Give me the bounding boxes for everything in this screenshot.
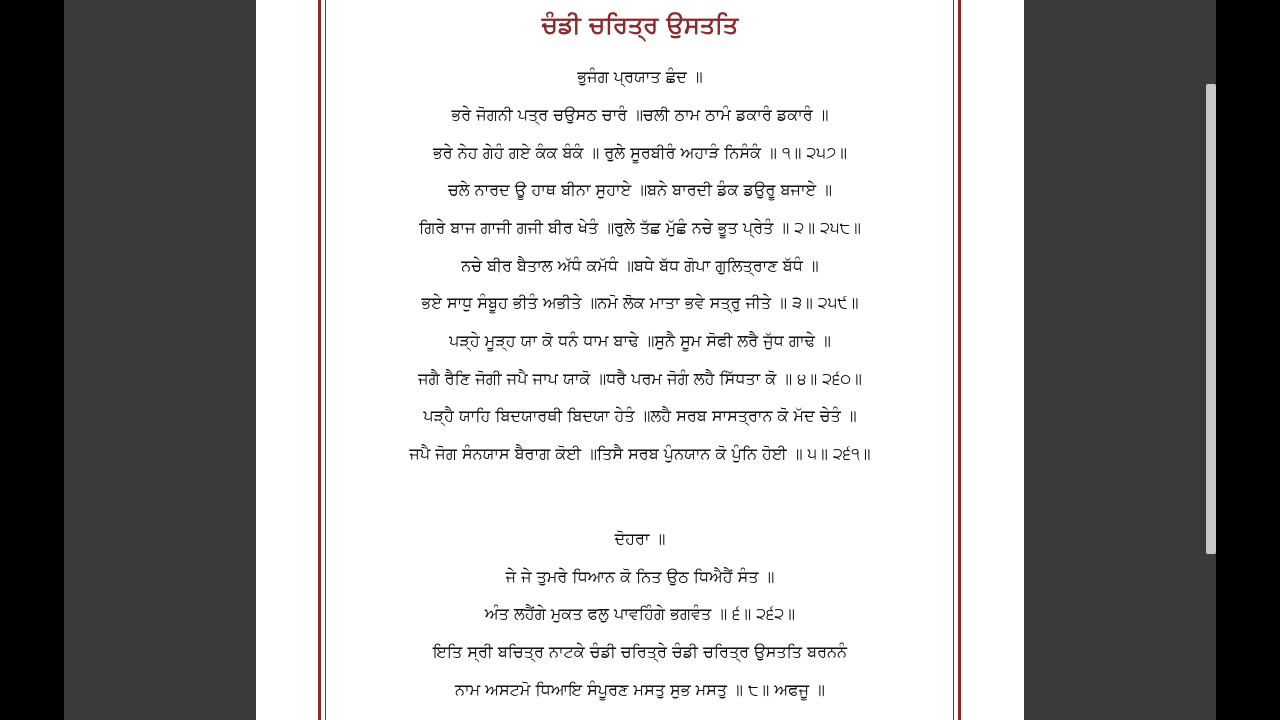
- verse-line: ਭਰੇ ਨੇਹ ਗੇਹੰ ਗਏ ਕੰਕ ਬੰਕੰ ॥ ਰੁਲੇ ਸੂਰਬੀਰੰ ਅਹਾੜੰ ਨਿਸੰਕੰ ॥ ੧॥ ੨੫੭॥: [432, 143, 847, 162]
- verse-line: ਪੜ੍ਹੈ ਯਾਹਿ ਬਿਦਯਾਰਥੀ ਬਿਦਯਾ ਹੇਤੰ ॥ਲਹੈ ਸਰਬ ਸਾਸਤ੍ਰਾਨ ਕੋ ਮੱਦ ਚੇਤੰ ॥: [423, 406, 857, 425]
- verse-line: ਭਏ ਸਾਧੁ ਸੰਬੂਹ ਭੀਤੰ ਅਭੀਤੇ ॥ਨਮੋ ਲੋਕ ਮਾਤਾ ਭਵੇ ਸਤ੍ਰੁ ਜੀਤੇ ॥ ੩॥ ੨੫੯॥: [421, 293, 859, 312]
- verse-line: ਨਚੇ ਬੀਰ ਬੈਤਾਲ ਅੱਧੰ ਕਮੱਧੰ ॥ਬਧੇ ਬੱਧ ਗੋਪਾ ਗੁਲਿਤ੍ਰਾਣ ਬੱਧੰ ॥: [461, 256, 819, 275]
- page-border-right-thin: [953, 0, 954, 720]
- verse-line: ਪੜ੍ਹੇ ਮੂੜ੍ਹ ਯਾ ਕੋ ਧਨੰ ਧਾਮ ਬਾਢੇ ॥ਸੁਨੈ ਸੂਮ ਸੋਫੀ ਲਰੈ ਜੁੱਧ ਗਾਢੇ ॥: [449, 331, 831, 350]
- page-border-left-thick: [318, 0, 321, 720]
- verse-line: ਜਪੈ ਜੋਗ ਸੰਨਯਾਸ ਬੈਰਾਗ ਕੋਈ ॥ਤਿਸੈ ਸਰਬ ਪੁੰਨਯਾਨ ਕੋ ਪੁੰਨਿ ਹੋਈ ॥ ੫॥ ੨੬੧॥: [409, 444, 871, 463]
- page-border-left-thin: [325, 0, 326, 720]
- page-border-right-thick: [958, 0, 961, 720]
- verse-line: ਅੰਤ ਲਹੈਂਗੇ ਮੁਕਤ ਫਲੁ ਪਾਵਹਿੰਗੇ ਭਗਵੰਤ ॥ ੬॥ ੨੬੨॥: [484, 604, 796, 623]
- verse-line: ਗਿਰੇ ਬਾਜ ਗਾਜੀ ਗਜੀ ਬੀਰ ਖੇਤੰ ॥ਰੁਲੇ ਤੱਛ ਮੁੱਛੰ ਨਚੇ ਭੂਤ ਪ੍ਰੇਤੰ ॥ ੨॥ ੨੫੮॥: [419, 218, 861, 237]
- scrollbar-thumb[interactable]: [1206, 84, 1216, 554]
- verse-line: ਜੇ ਜੇ ਤੁਮਰੇ ਧਿਆਨ ਕੋ ਨਿਤ ਉਠ ਧਿਐਹੈਂ ਸੰਤ ॥: [505, 567, 775, 586]
- verse-line: ਭਰੇ ਜੋਗਨੀ ਪਤ੍ਰ ਚਉਸਠ ਚਾਰੰ ॥ਚਲੀ ਠਾਮ ਠਾਮੰ ਡਕਾਰੰ ਡਕਾਰੰ ॥: [451, 105, 829, 124]
- colophon-line: ਨਾਮ ਅਸਟਮੋ ਧਿਆਇ ਸੰਪੂਰਣ ਮਸਤੁ ਸੁਭ ਮਸਤੁ ॥ ੮॥ ਅਫਜੂ ॥: [455, 680, 825, 699]
- colophon-line: ਇਤਿ ਸ੍ਰੀ ਬਚਿਤ੍ਰ ਨਾਟਕੇ ਚੰਡੀ ਚਰਿਤ੍ਰੇ ਚੰਡੀ ਚਰਿਤ੍ਰ ਉਸਤਤਿ ਬਰਨਨੰ: [432, 642, 848, 661]
- section-heading: ਭੁਜੰਗ ਪ੍ਰਯਾਤ ਛੰਦ ॥: [577, 67, 703, 86]
- section-heading: ਦੋਹਰਾ ॥: [614, 529, 666, 548]
- document-title: ਚੰਡੀ ਚਰਿਤ੍ਰ ਉਸਤਤਿ: [541, 11, 739, 39]
- verse-line: ਚਲੇ ਨਾਰਦ ਊ ਹਾਥ ਬੀਨਾ ਸੁਹਾਏ ॥ਬਨੇ ਬਾਰਦੀ ਡੰਕ ਡਉਰੂ ਬਜਾਏ ॥: [447, 180, 833, 199]
- verse-line: ਜਗੈ ਰੈਣਿ ਜੋਗੀ ਜਪੈ ਜਾਪ ਯਾਕੋ ॥ਧਰੈ ਪਰਮ ਜੋਗੰ ਲਹੈ ਸਿੱਧਤਾ ਕੋ ॥ ੪॥ ੨੬੦॥: [418, 369, 862, 388]
